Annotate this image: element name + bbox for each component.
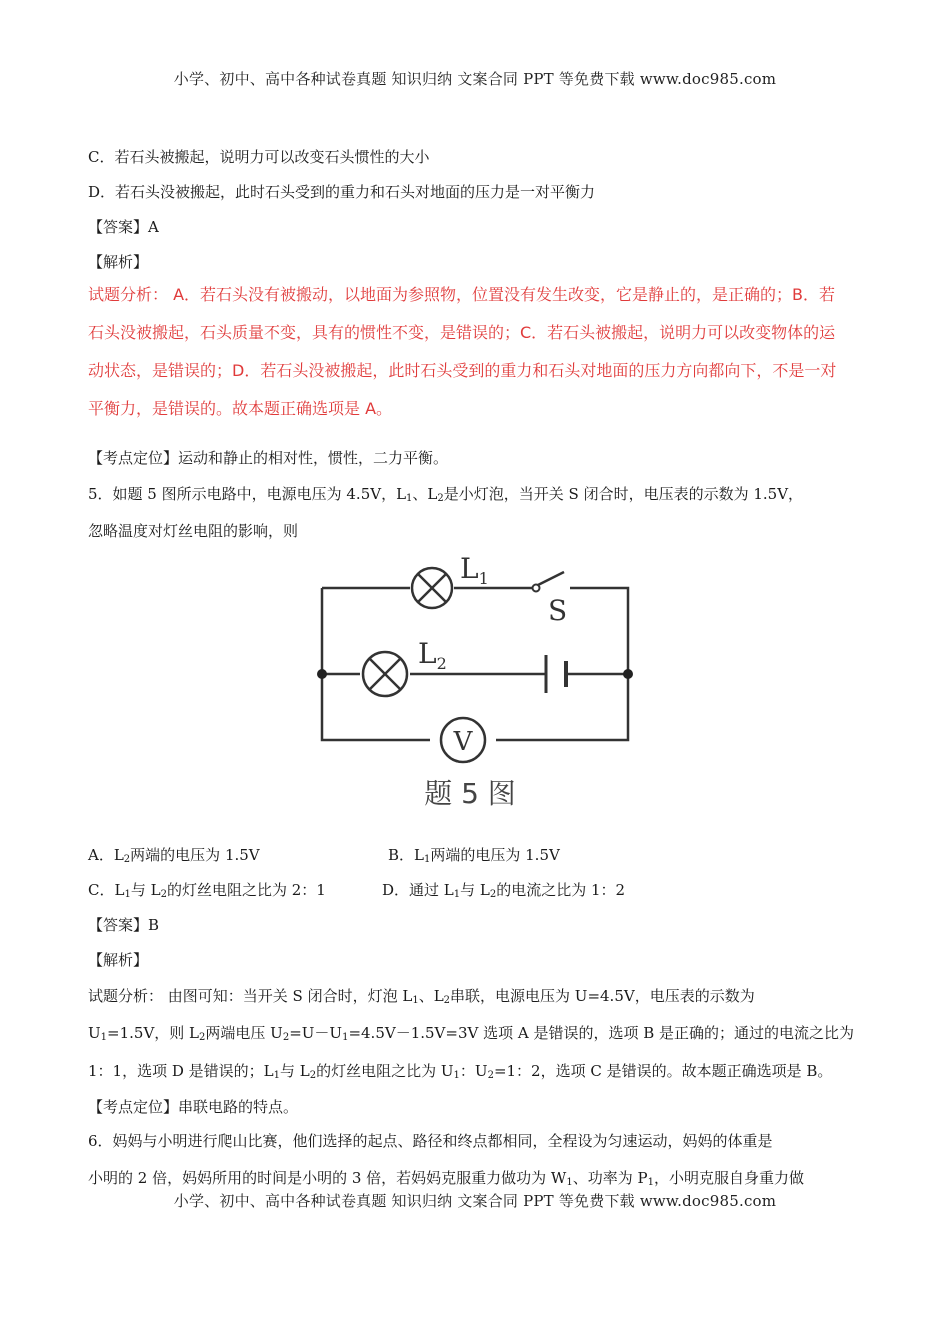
lamp-l2-label: $L_2$ [418,637,447,673]
q4-analysis-line-3: 动状态，是错误的；D．若石头没被搬起，此时石头受到的重力和石头对地面的压力方向都向下，不是一对 [88,361,837,380]
q4-option-c: C．若石头被搬起，说明力可以改变石头惯性的大小 [88,148,430,166]
q4-analysis-line-4: 平衡力，是错误的。故本题正确选项是 A。 [88,399,393,418]
page-footer: 小学、初中、高中各种试卷真题 知识归纳 文案合同 PPT 等免费下载 www.doc985.com [173,1192,777,1210]
q5-answer: 【答案】B [88,916,160,934]
q5-stem-line-1: 5．如题 5 图所示电路中，电源电压为 4.5V，$L_1$、$L_2$是小灯泡，当开关 S 闭合时，电压表的示数为 1.5V， [88,485,804,504]
circuit-diagram [300,548,640,818]
page-header: 小学、初中、高中各种试卷真题 知识归纳 文案合同 PPT 等免费下载 www.doc985.com [173,70,777,88]
switch-blade [536,572,564,586]
lamp-l1-icon [412,568,452,608]
voltmeter-label: V [453,727,473,757]
q6-line-2: 小明的 2 倍，妈妈所用的时间是小明的 3 倍，若妈妈克服重力做功为 $W_1$、功率为 $P_1$，小明克服自身重力做 [88,1169,804,1188]
junction-left [317,669,327,679]
lamp-l1-label: $L_1$ [460,552,489,588]
switch-label: S [548,594,568,627]
q4-kaodian: 【考点定位】运动和静止的相对性，惯性，二力平衡。 [88,449,449,467]
q5-analysis-line-3: 1：1，选项 D 是错误的；$L_1$与 $L_2$的灯丝电阻之比为 $U_1$：$U_2=1$：2，选项 C 是错误的。故本题正确选项是 B。 [88,1062,833,1081]
q4-analysis-label: 【解析】 [88,253,149,271]
switch-contact [533,585,540,592]
q5-analysis-label: 【解析】 [88,951,149,969]
q5-option-c: C．$L_1$与 $L_2$的灯丝电阻之比为 2：1 [88,881,326,900]
q5-option-b: B．$L_1$两端的电压为 1.5V [388,846,560,865]
q4-analysis-line-2: 石头没被搬起，石头质量不变，具有的惯性不变，是错误的；C．若石头被搬起，说明力可以改变物体的运 [88,323,836,342]
q5-kaodian: 【考点定位】串联电路的特点。 [88,1098,299,1116]
q5-analysis-line-2: $U_1=1.5V$，则 $L_2$两端电压 $U_2=U-U_1=4.5V-1.5V=3V$ 选项 A 是错误的，选项 B 是正确的；通过的电流之比为 [88,1024,855,1043]
q5-option-a: A．$L_2$两端的电压为 1.5V [88,846,260,865]
q4-answer: 【答案】A [88,218,159,236]
q4-option-d: D．若石头没被搬起，此时石头受到的重力和石头对地面的压力是一对平衡力 [88,183,596,201]
junction-right [623,669,633,679]
lamp-l2-icon [363,652,407,696]
q5-stem-line-2: 忽略温度对灯丝电阻的影响，则 [88,522,299,540]
q4-analysis-line-1: 试题分析： A．若石头没有被搬动，以地面为参照物，位置没有发生改变，它是静止的，是正确的；B．若 [88,285,836,304]
q5-analysis-line-1: 试题分析： 由图可知：当开关 S 闭合时，灯泡 $L_1$、$L_2$串联，电源电压为 U=4.5V，电压表的示数为 [88,987,755,1006]
q6-line-1: 6．妈妈与小明进行爬山比赛，他们选择的起点、路径和终点都相同，全程设为匀速运动，妈妈的体重是 [88,1132,773,1150]
q5-option-d: D．通过 $L_1$与 $L_2$的电流之比为 1：2 [382,881,626,900]
figure-caption: 题 5 图 [424,777,516,810]
